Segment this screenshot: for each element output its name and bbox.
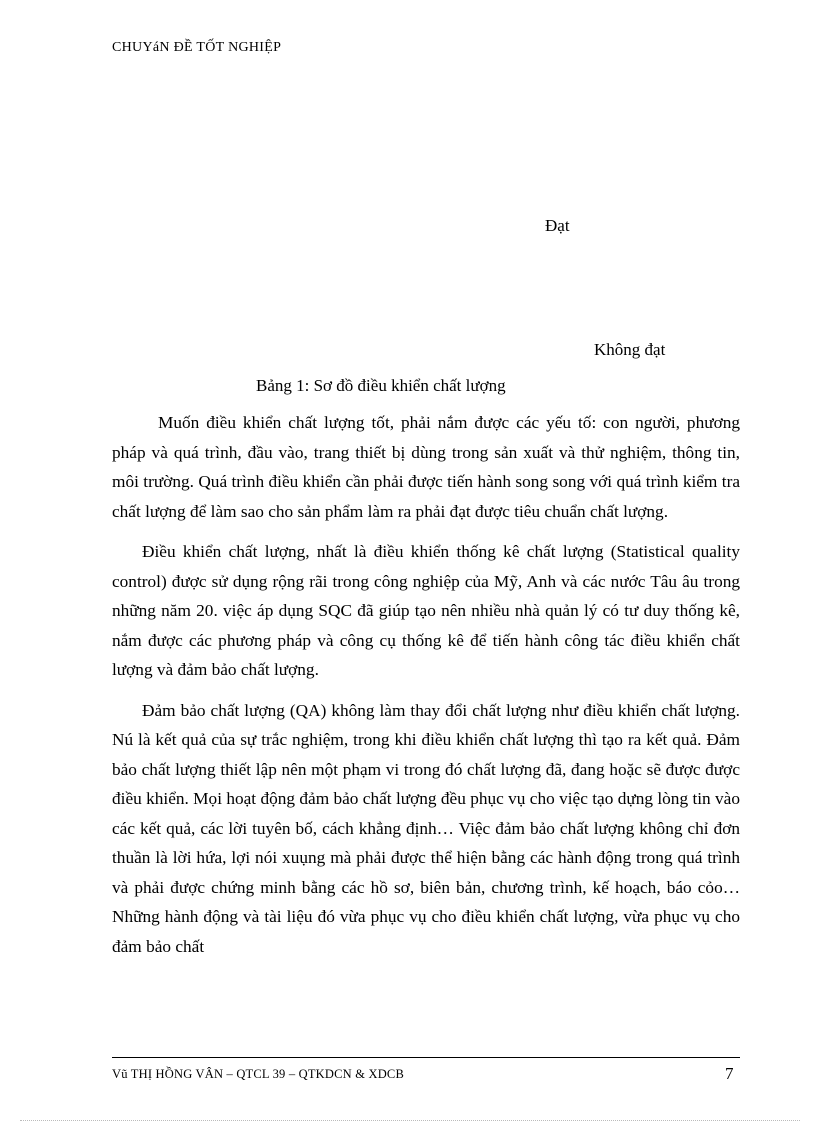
footer-divider [112,1057,740,1058]
diagram-caption: Bảng 1: Sơ đồ điều khiển chất lượng [256,376,506,395]
paragraph: Đảm bảo chất lượng (QA) không làm thay đổi chất lượng như điều khiển chất lượng. Nú là kết quả của sự trắc nghiệm, trong khi điều khiển chất lượng thì tạo ra kết quả. Đảm bảo chất lượng thiết lập nên một phạm vi trong đó chất lượng đã, đang hoặc sẽ được được điều khiển. Mọi hoạt động đảm bảo chất lượng đều phục vụ cho việc tạo dựng lòng tin vào các kết quả, các lời tuyên bố, cách khẳng định… Việc đảm bảo chất lượng không chỉ đơn thuần là lời hứa, lợi nói xuụng mà phải được thể hiện bằng các hành động trong quá trình và phải được chứng minh bằng các hồ sơ, biên bản, chương trình, kế hoạch, báo cỏo… Những hành động và tài liệu đó vừa phục vụ cho điều khiển chất lượng, vừa phục vụ cho đảm bảo chất [112,700,740,956]
footer-author: Vũ THỊ HỒNG VÂN – QTCL 39 – QTKDCN & XDCB [112,1067,404,1081]
diagram-label-fail: Không đạt [594,340,666,359]
body-text [112,408,740,972]
diagram-label-pass: Đạt [545,216,570,235]
paragraph: Điều khiển chất lượng, nhất là điều khiển thống kê chất lượng (Statistical quality control) được sử dụng rộng rãi trong công nghiệp của Mỹ, Anh và các nước Tâu âu trong những năm 20. việc áp dụng SQC đã giúp tạo nên nhiều nhà quản lý có tư duy thống kê, nắm được các phương pháp và công cụ thống kê để tiến hành công tác điều khiển chất lượng và đảm bảo chất lượng. [112,542,740,679]
running-header: CHUYáN ĐỀ TỐT NGHIỆP [112,40,282,55]
page-number: 7 [725,1064,734,1083]
page-edge [20,1120,800,1121]
paragraph: Muốn điều khiển chất lượng tốt, phải nắm được các yếu tố: con người, phương pháp và quá trình, đầu vào, trang thiết bị dùng trong sản xuất và thử nghiệm, thông tin, môi trường. Quá trình điều khiển cần phải được tiến hành song song với quá trình kiểm tra chất lượng để làm sao cho sản phẩm làm ra phải đạt được tiêu chuẩn chất lượng. [112,413,740,521]
